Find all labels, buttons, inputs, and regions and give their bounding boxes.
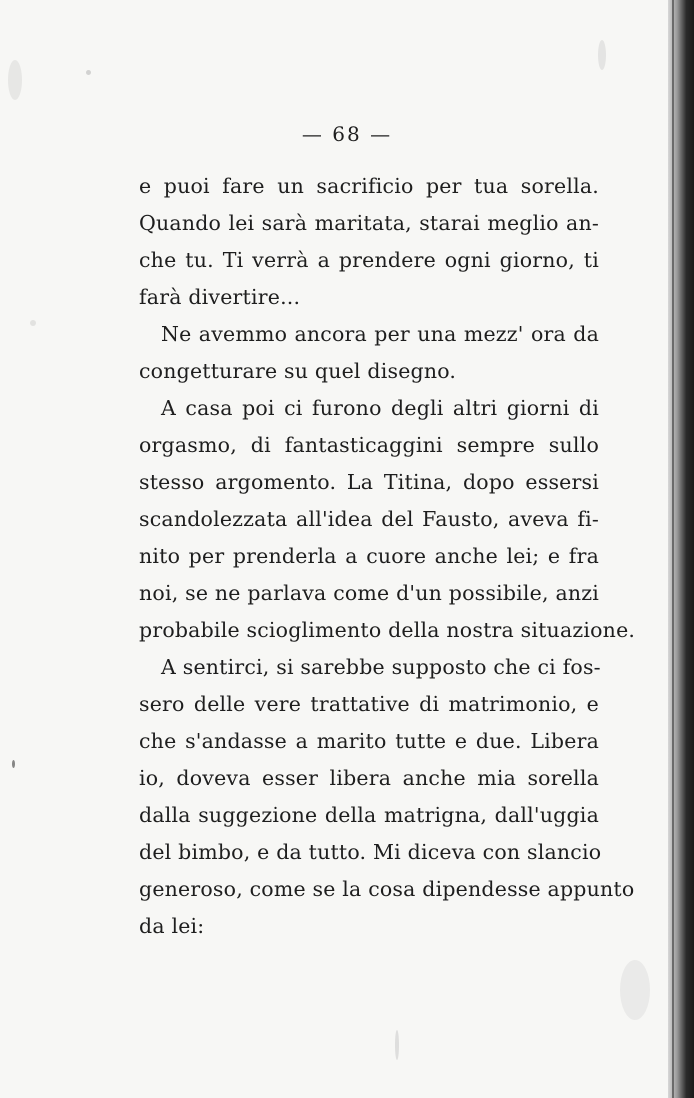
scan-speck [8,60,22,100]
text-line: probabile scioglimento della nostra situazione. [139,618,636,642]
text-line: nito per prenderla a cuore anche lei; e fra [139,544,599,568]
text-line: io, doveva esser libera anche mia sorella [139,766,599,790]
scan-speck [598,40,606,70]
body-text [139,168,636,945]
page-number: — 68 — [301,122,393,146]
scan-speck [86,70,91,75]
text-line: che s'andasse a marito tutte e due. Libera [139,729,599,753]
text-line: Quando lei sarà maritata, starai meglio an- [139,211,599,235]
text-line: farà divertire... [139,285,301,309]
text-line: che tu. Ti verrà a prendere ogni giorno, ti [139,248,599,272]
text-line: orgasmo, di fantasticaggini sempre sullo [139,433,599,457]
text-line: da lei: [139,914,205,938]
scan-speck [12,760,15,768]
scan-speck [620,960,650,1020]
scan-speck [30,320,36,326]
text-line: scandolezzata all'idea del Fausto, aveva fi- [139,507,599,531]
text-line: sero delle vere trattative di matrimonio, e [139,692,599,716]
text-line: del bimbo, e da tutto. Mi diceva con slancio [139,840,602,864]
text-line: congetturare su quel disegno. [139,359,457,383]
text-line: generoso, come se la cosa dipendesse appunto [139,877,635,901]
page-edge-line [672,0,674,1098]
text-line: noi, se ne parlava come d'un possibile, anzi [139,581,600,605]
text-line: stesso argomento. La Titina, dopo essersi [139,470,599,494]
text-line: e puoi fare un sacrificio per tua sorella. [139,174,599,198]
text-line: A sentirci, si sarebbe supposto che ci fos- [161,655,601,679]
scan-speck [395,1030,399,1060]
text-line: dalla suggezione della matrigna, dall'uggia [139,803,599,827]
text-line: A casa poi ci furono degli altri giorni di [161,396,599,420]
text-line: Ne avemmo ancora per una mezz' ora da [161,322,599,346]
